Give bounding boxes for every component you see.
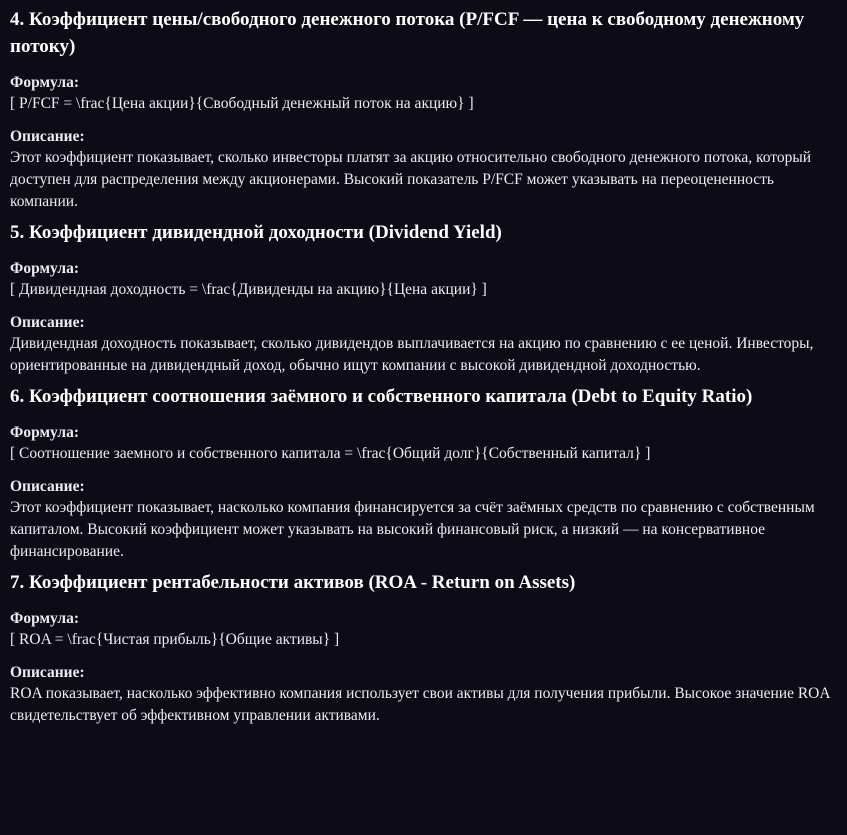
- formula-label: Формула:: [10, 424, 79, 441]
- formula: [ Соотношение заемного и собственного капитала = \frac{Общий долг}{Собственный капитал} ]: [10, 445, 651, 462]
- description-label: Описание:: [10, 128, 85, 145]
- formula: [ P/FCF = \frac{Цена акции}{Свободный денежный поток на акцию} ]: [10, 95, 474, 112]
- formula: [ Дивидендная доходность = \frac{Дивиденды на акцию}{Цена акции} ]: [10, 281, 487, 298]
- formula-label: Формула:: [10, 610, 79, 627]
- section-roa: [10, 569, 837, 727]
- description-label: Описание:: [10, 478, 85, 495]
- formula: [ ROA = \frac{Чистая прибыль}{Общие активы} ]: [10, 631, 340, 648]
- description: Дивидендная доходность показывает, сколько дивидендов выплачивается на акцию по сравнению с ее ценой. Инвесторы, ориентированные на дивидендный доход, обычно ищут компании с высокой дивидендной доходностью.: [10, 335, 814, 374]
- section-pfcf: [10, 6, 837, 213]
- section-dividend-yield: [10, 219, 837, 377]
- description-label: Описание:: [10, 664, 85, 681]
- section-title: 4. Коэффициент цены/свободного денежного потока (P/FCF — цена к свободному денежному потоку): [10, 9, 805, 57]
- description: Этот коэффициент показывает, сколько инвесторы платят за акцию относительно свободного денежного потока, который доступен для распределения между акционерами. Высокий показатель P/FCF может указывать на переоцененность компании.: [10, 149, 812, 210]
- formula-label: Формула:: [10, 260, 79, 277]
- description: Этот коэффициент показывает, насколько компания финансируется за счёт заёмных средств по сравнению с собственным капиталом. Высокий коэффициент может указывать на высокий финансовый риск, а низкий — на консервативное финансирование.: [10, 499, 815, 560]
- section-title: 6. Коэффициент соотношения заёмного и собственного капитала (Debt to Equity Ratio): [10, 386, 753, 407]
- section-title: 7. Коэффициент рентабельности активов (ROA - Return on Assets): [10, 572, 576, 593]
- description-label: Описание:: [10, 314, 85, 331]
- formula-label: Формула:: [10, 74, 79, 91]
- section-debt-to-equity: [10, 383, 837, 563]
- description: ROA показывает, насколько эффективно компания использует свои активы для получения прибыли. Высокое значение ROA свидетельствует об эффективном управлении активами.: [10, 685, 830, 724]
- section-title: 5. Коэффициент дивидендной доходности (Dividend Yield): [10, 222, 502, 243]
